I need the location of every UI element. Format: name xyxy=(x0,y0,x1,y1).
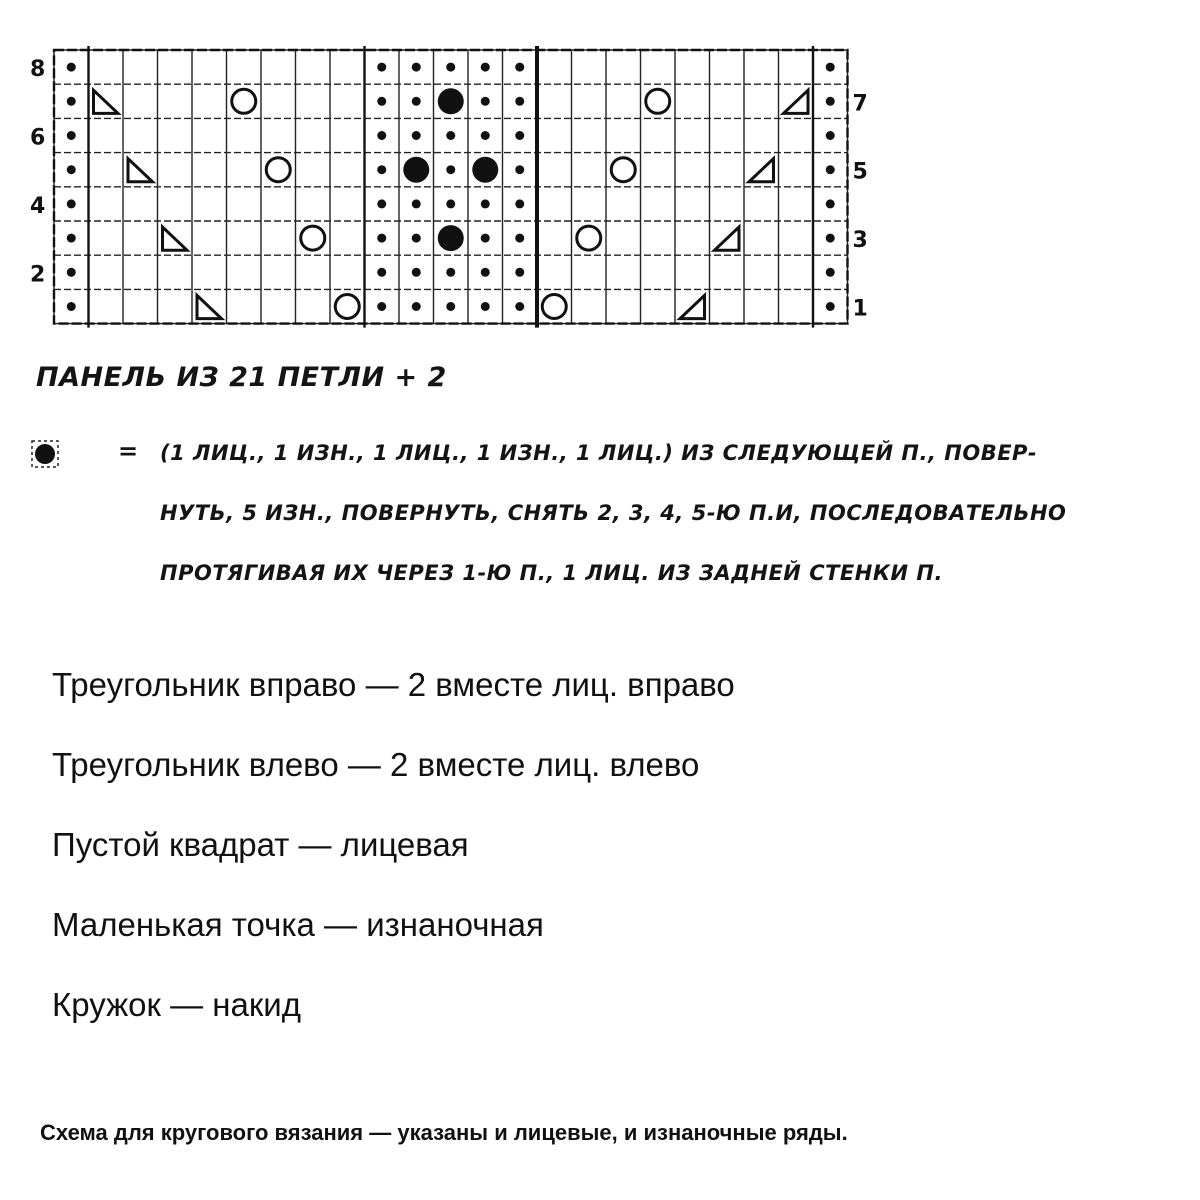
purl-dot xyxy=(412,97,421,106)
row-number-right: 3 xyxy=(852,228,868,254)
purl-dot xyxy=(67,199,76,208)
decrease-right-triangle xyxy=(94,90,119,113)
key-purl: Маленькая точка — изнаночная xyxy=(52,906,544,943)
yarn-over-circle xyxy=(232,89,256,113)
purl-dot xyxy=(412,302,421,311)
footer-note: Схема для кругового вязания — указаны и лицевые, и изнаночные ряды. xyxy=(40,1120,848,1145)
purl-dot xyxy=(826,268,835,277)
purl-dot xyxy=(515,302,524,311)
bobble-description-line-3: ПРОТЯГИВАЯ ИХ ЧЕРЕЗ 1-Ю П., 1 ЛИЦ. ИЗ ЗАДНЕЙ СТЕНКИ П. xyxy=(160,561,943,585)
yarn-over-circle xyxy=(542,295,566,319)
purl-dot xyxy=(481,302,490,311)
purl-dot xyxy=(377,199,386,208)
row-number-left: 4 xyxy=(30,193,46,219)
purl-dot xyxy=(412,131,421,140)
purl-dot xyxy=(412,63,421,72)
purl-dot xyxy=(67,268,76,277)
purl-dot xyxy=(826,302,835,311)
bobble-icon xyxy=(438,225,464,251)
purl-dot xyxy=(67,165,76,174)
bobble-symbol-icon xyxy=(30,439,60,469)
purl-dot xyxy=(377,234,386,243)
purl-dot xyxy=(446,131,455,140)
purl-dot xyxy=(412,268,421,277)
bobble-description-line-2: НУТЬ, 5 ИЗН., ПОВЕРНУТЬ, СНЯТЬ 2, 3, 4, 5-Ю П.И, ПОСЛЕДОВАТЕЛЬНО xyxy=(160,501,1067,525)
purl-dot xyxy=(826,131,835,140)
purl-dot xyxy=(67,234,76,243)
row-number-right: 5 xyxy=(852,159,868,185)
purl-dot xyxy=(515,131,524,140)
purl-dot xyxy=(412,199,421,208)
key-yarn-over: Кружок — накид xyxy=(52,986,301,1023)
purl-dot xyxy=(515,97,524,106)
decrease-right-triangle xyxy=(197,295,222,318)
yarn-over-circle xyxy=(266,158,290,182)
knitting-chart xyxy=(0,0,1200,340)
purl-dot xyxy=(377,97,386,106)
purl-dot xyxy=(67,63,76,72)
bobble-icon xyxy=(438,88,464,114)
decrease-left-triangle xyxy=(680,295,705,318)
purl-dot xyxy=(412,234,421,243)
purl-dot xyxy=(67,302,76,311)
bobble-icon xyxy=(403,157,429,183)
yarn-over-circle xyxy=(301,226,325,250)
purl-dot xyxy=(377,302,386,311)
row-number-left: 8 xyxy=(30,57,46,83)
purl-dot xyxy=(67,97,76,106)
decrease-left-triangle xyxy=(749,159,774,182)
purl-dot xyxy=(67,131,76,140)
yarn-over-circle xyxy=(611,158,635,182)
purl-dot xyxy=(377,131,386,140)
decrease-right-triangle xyxy=(163,227,188,250)
purl-dot xyxy=(446,268,455,277)
panel-title: ПАНЕЛЬ ИЗ 21 ПЕТЛИ + 2 xyxy=(36,362,447,393)
purl-dot xyxy=(515,234,524,243)
purl-dot xyxy=(446,165,455,174)
purl-dot xyxy=(446,63,455,72)
purl-dot xyxy=(481,268,490,277)
purl-dot xyxy=(446,199,455,208)
bobble-description-line-1: (1 ЛИЦ., 1 ИЗН., 1 ЛИЦ., 1 ИЗН., 1 ЛИЦ.) ИЗ СЛЕДУЮЩЕЙ П., ПОВЕР- xyxy=(160,441,1038,465)
purl-dot xyxy=(515,268,524,277)
key-decrease-right: Треугольник вправо — 2 вместе лиц. вправо xyxy=(52,666,735,703)
purl-dot xyxy=(481,131,490,140)
purl-dot xyxy=(515,199,524,208)
purl-dot xyxy=(481,199,490,208)
yarn-over-circle xyxy=(335,295,359,319)
row-number-left: 6 xyxy=(30,125,46,151)
purl-dot xyxy=(377,63,386,72)
decrease-left-triangle xyxy=(784,90,809,113)
purl-dot xyxy=(515,165,524,174)
purl-dot xyxy=(826,97,835,106)
purl-dot xyxy=(826,165,835,174)
purl-dot xyxy=(826,234,835,243)
key-knit: Пустой квадрат — лицевая xyxy=(52,826,469,863)
decrease-left-triangle xyxy=(715,227,740,250)
row-number-left: 2 xyxy=(30,262,46,288)
bobble-equals-sign: = xyxy=(118,437,139,465)
purl-dot xyxy=(481,63,490,72)
key-decrease-left: Треугольник влево — 2 вместе лиц. влево xyxy=(52,746,700,783)
purl-dot xyxy=(481,97,490,106)
purl-dot xyxy=(377,165,386,174)
decrease-right-triangle xyxy=(128,159,153,182)
purl-dot xyxy=(826,63,835,72)
yarn-over-circle xyxy=(577,226,601,250)
row-number-right: 1 xyxy=(852,296,868,322)
purl-dot xyxy=(515,63,524,72)
purl-dot xyxy=(826,199,835,208)
purl-dot xyxy=(446,302,455,311)
bobble-icon xyxy=(472,157,498,183)
purl-dot xyxy=(377,268,386,277)
purl-dot xyxy=(481,234,490,243)
yarn-over-circle xyxy=(646,89,670,113)
row-number-right: 7 xyxy=(852,91,868,117)
